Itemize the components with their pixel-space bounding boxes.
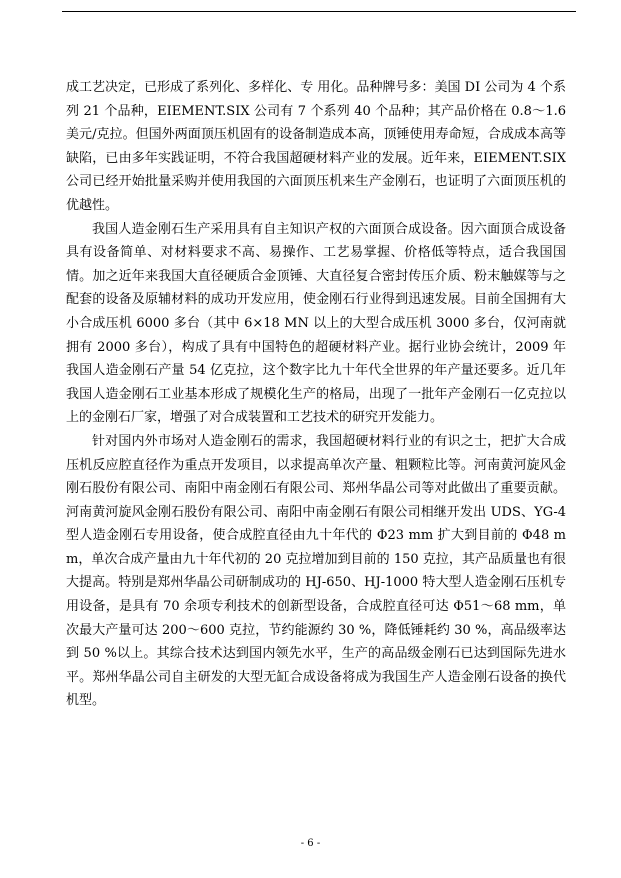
- header-rule: [62, 11, 576, 12]
- paragraph-3: 针对国内外市场对人造金刚石的需求，我国超硬材料行业的有识之士，把扩大合成压机反应腔直径作为重点开发项目，以求提高单次产量、粗颗粒比等。河南黄河旋风金刚石股份有限公司、南阳中南金刚石有限公司、郑州华晶公司等对此做出了重要贡献。河南黄河旋风金刚石股份有限公司、南阳中南金刚石有限公司相继开发出 UDS、YG-4 型人造金刚石专用设备，使合成腔直径由九十年代的 Φ23 mm 扩大到目前的 Φ48 mm，单次合成产量由九十年代初的 20 克拉增加到目前的 150 克拉，其产品质量也有很大提高。特别是郑州华晶公司研制成功的 HJ-650、HJ-1000 特大型人造金刚石压机专用设备，是具有 70 余项专利技术的创新型设备，合成腔直径可达 Φ51～68 mm，单次最大产量可达 200～600 克拉，节约能源约 30 %，降低锤耗约 30 %，高品级率达到 50 %以上。其综合技术达到国内领先水平，生产的高品级金刚石已达到国际先进水平。郑州华晶公司自主研发的大型无缸合成设备将成为我国生产人造金刚石设备的换代机型。: [66, 433, 566, 709]
- paragraph-2: 我国人造金刚石生产采用具有自主知识产权的六面顶合成设备。因六面顶合成设备具有设备简单、对材料要求不高、易操作、工艺易掌握、价格低等特点，适合我国国情。加之近年来我国大直径硬质合金顶锤、大直径复合密封传压介质、粉末触媒等与之配套的设备及原辅材料的成功开发应用，使金刚石行业得到迅速发展。目前全国拥有大小合成压机 6000 多台（其中 6×18 MN 以上的大型合成压机 3000 多台，仅河南就拥有 2000 多台），构成了具有中国特色的超硬材料产业。据行业协会统计，2009 年我国人造金刚石产量 54 亿克拉，这个数字比九十年代全世界的年产量还要多。近几年我国人造金刚石工业基本形成了规模化生产的格局，出现了一批年产金刚石一亿克拉以上的金刚石厂家，增强了对合成装置和工艺技术的研究开发能力。: [66, 221, 566, 426]
- body-text: [66, 76, 566, 713]
- paragraph-1: 成工艺决定，已形成了系列化、多样化、专 用化。品种牌号多：美国 DI 公司为 4 个系列 21 个品种，EIEMENT.SIX 公司有 7 个系列 40 个品种；其产品价格在 0.8～1.6 美元/克拉。但国外两面顶压机固有的设备制造成本高，顶锤使用寿命短，合成成本高等缺陷，已由多年实践证明，不符合我国超硬材料产业的发展。近年来，EIEMENT.SIX 公司已经开始批量采购并使用我国的六面顶压机来生产金刚石，也证明了六面顶压机的优越性。: [66, 80, 566, 213]
- page-number: - 6 -: [300, 838, 321, 849]
